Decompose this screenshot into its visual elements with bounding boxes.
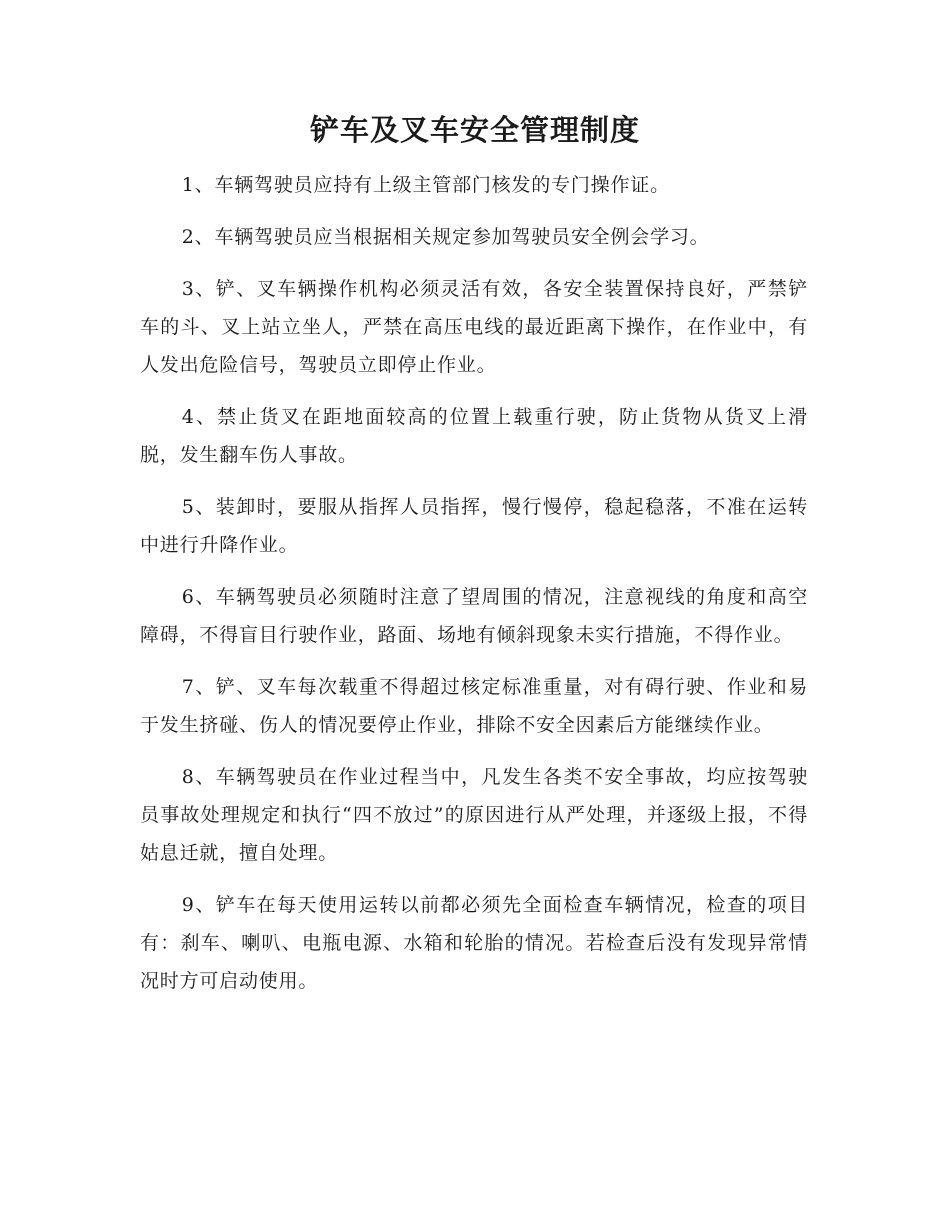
paragraph-5: 5、装卸时，要服从指挥人员指挥，慢行慢停，稳起稳落，不准在运转中进行升降作业。	[140, 496, 808, 556]
paragraph-6: 6、车辆驾驶员必须随时注意了望周围的情况，注意视线的角度和高空障碍，不得盲目行驶作业，路面、场地有倾斜现象未实行措施，不得作业。	[140, 586, 808, 646]
document-body	[140, 166, 808, 1014]
paragraph-3: 3、铲、叉车辆操作机构必须灵活有效，各安全装置保持良好，严禁铲车的斗、叉上站立坐人，严禁在高压电线的最近距离下操作，在作业中，有人发出危险信号，驾驶员立即停止作业。	[140, 278, 808, 376]
paragraph-9: 9、铲车在每天使用运转以前都必须先全面检查车辆情况，检查的项目有：刹车、喇叭、电瓶电源、水箱和轮胎的情况。若检查后没有发现异常情况时方可启动使用。	[140, 894, 808, 992]
paragraph-4: 4、禁止货叉在距地面较高的位置上载重行驶，防止货物从货叉上滑脱，发生翻车伤人事故。	[140, 406, 808, 466]
document-title: 铲车及叉车安全管理制度	[309, 113, 640, 147]
paragraph-1: 1、车辆驾驶员应持有上级主管部门核发的专门操作证。	[181, 174, 670, 196]
paragraph-8: 8、车辆驾驶员在作业过程当中，凡发生各类不安全事故，均应按驾驶员事故处理规定和执行“四不放过”的原因进行从严处理，并逐级上报，不得姑息迁就，擅自处理。	[140, 766, 808, 864]
paragraph-2: 2、车辆驾驶员应当根据相关规定参加驾驶员安全例会学习。	[181, 226, 710, 248]
paragraph-7: 7、铲、叉车每次载重不得超过核定标准重量，对有碍行驶、作业和易于发生挤碰、伤人的情况要停止作业，排除不安全因素后方能继续作业。	[140, 676, 808, 736]
